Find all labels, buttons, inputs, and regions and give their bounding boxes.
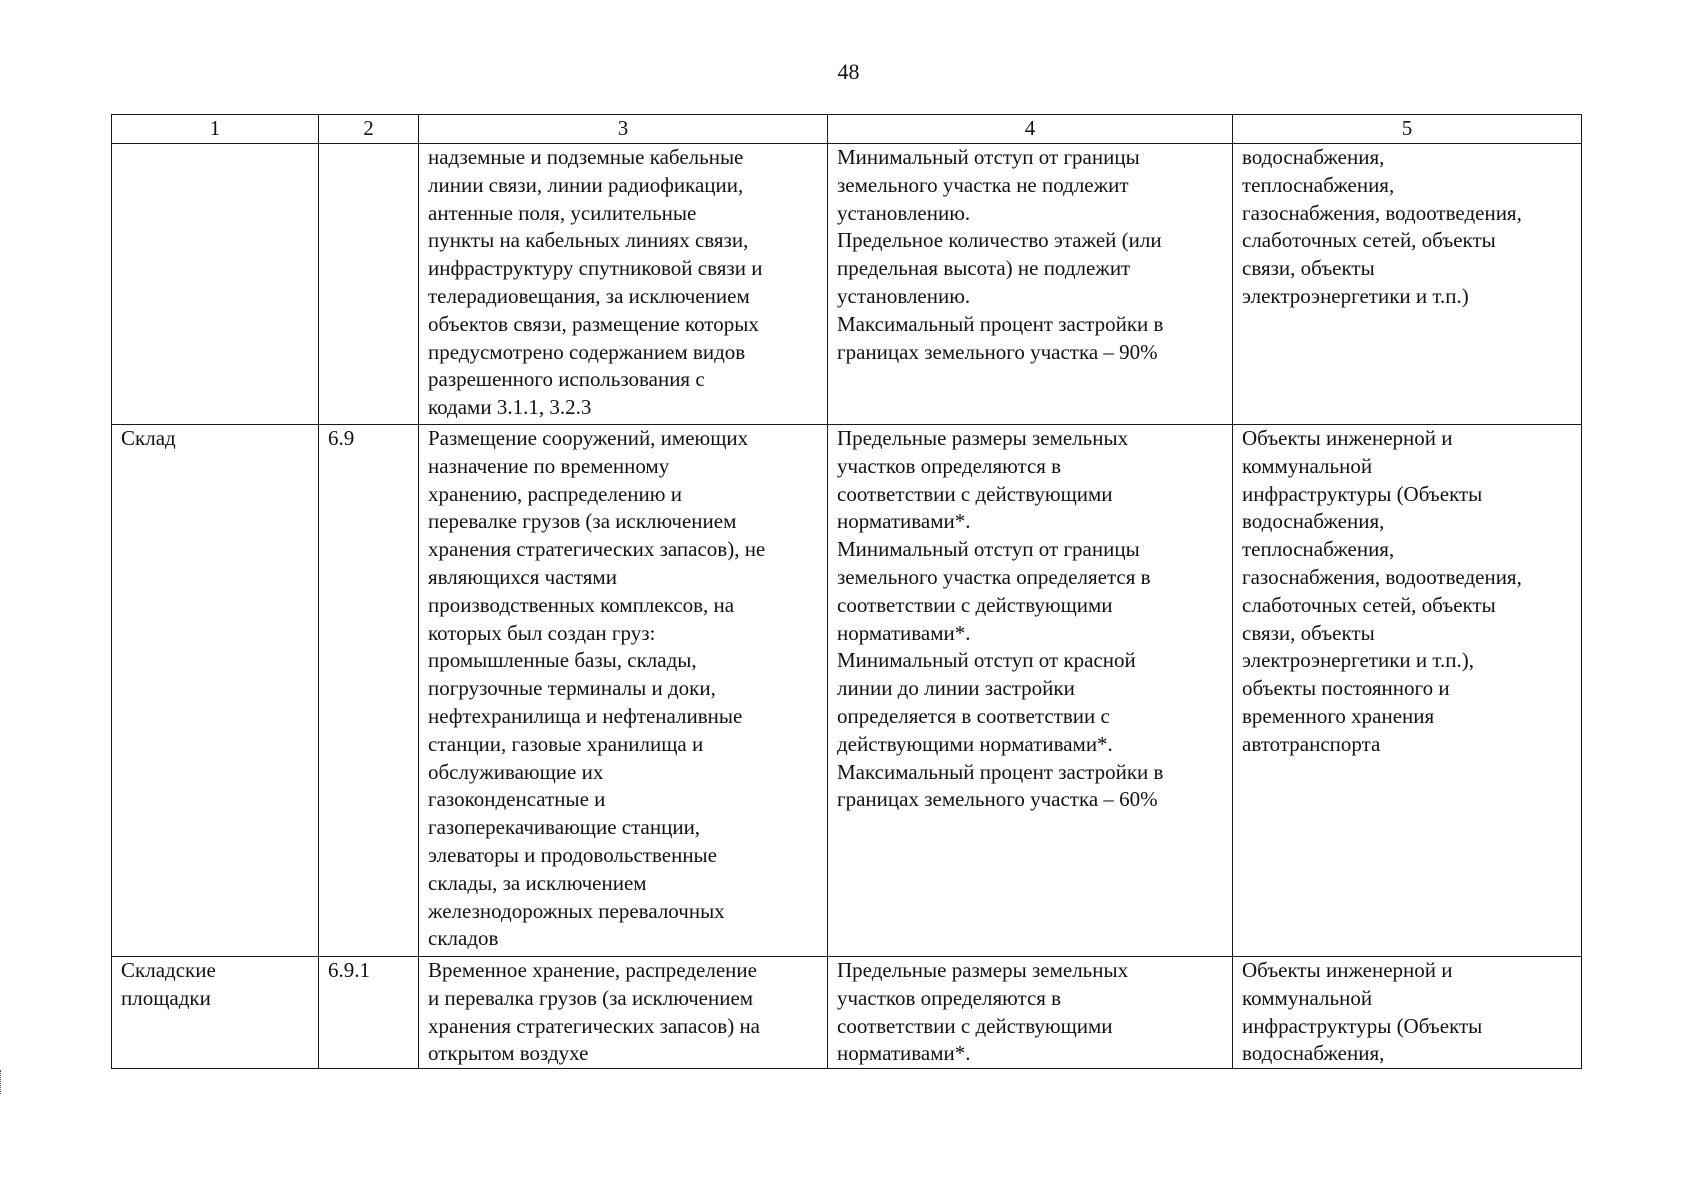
- use-objects-cell: Объекты инженерной и коммунальной инфраструктуры (Объекты водоснабжения,: [1233, 957, 1582, 1069]
- land-use-table: [111, 114, 1582, 1069]
- column-header-4: 4: [828, 115, 1233, 144]
- page-number: 48: [837, 59, 860, 84]
- use-objects-cell: Объекты инженерной и коммунальной инфраструктуры (Объекты водоснабжения, теплоснабжения, газоснабжения, водоотведения, слаботочных сетей, объекты связи, объекты электроэнергетики и т.п.), объекты постоянного и временного хранения автотранспорта: [1233, 425, 1582, 957]
- column-header-3: 3: [419, 115, 828, 144]
- use-parameters-cell: Предельные размеры земельных участков определяются в соответствии с действующими нормативами*. Минимальный отступ от границы земельного участка определяется в соответствии с действующими нормативами*. Минимальный отступ от красной линии до линии застройки определяется в соответствии с действующими нормативами*. Максимальный процент застройки в границах земельного участка – 60%: [828, 425, 1233, 957]
- column-header-1: 1: [112, 115, 319, 144]
- use-objects-cell: водоснабжения, теплоснабжения, газоснабжения, водоотведения, слаботочных сетей, объекты связи, объекты электроэнергетики и т.п.): [1233, 144, 1582, 425]
- use-parameters-cell: Минимальный отступ от границы земельного участка не подлежит установлению. Предельное количество этажей (или предельная высота) не подлежит установлению. Максимальный процент застройки в границах земельного участка – 90%: [828, 144, 1233, 425]
- table-row: [112, 957, 1582, 1069]
- table-header-row: [112, 115, 1582, 144]
- column-header-2: 2: [319, 115, 419, 144]
- table-row: [112, 425, 1582, 957]
- use-code-cell: 6.9: [319, 425, 419, 957]
- use-name-cell: Склад: [112, 425, 319, 957]
- use-description-cell: надземные и подземные кабельные линии связи, линии радиофикации, антенные поля, усилительные пункты на кабельных линиях связи, инфраструктуру спутниковой связи и телерадиовещания, за исключением объектов связи, размещение которых предусмотрено содержанием видов разрешенного использования с кодами 3.1.1, 3.2.3: [419, 144, 828, 425]
- use-code-cell: 6.9.1: [319, 957, 419, 1069]
- use-description-cell: Временное хранение, распределение и перевалка грузов (за исключением хранения стратегических запасов) на открытом воздухе: [419, 957, 828, 1069]
- use-name-cell: Складские площадки: [112, 957, 319, 1069]
- use-description-cell: Размещение сооружений, имеющих назначение по временному хранению, распределению и перевалке грузов (за исключением хранения стратегических запасов), не являющихся частями производственных комплексов, на которых был создан груз: промышленные базы, склады, погрузочные терминалы и доки, нефтехранилища и нефтеналивные станции, газовые хранилища и обслуживающие их газоконденсатные и газоперекачивающие станции, элеваторы и продовольственные склады, за исключением железнодорожных перевалочных складов: [419, 425, 828, 957]
- table-row: [112, 144, 1582, 425]
- scan-margin-marks: [0, 1070, 5, 1094]
- use-name-cell: [112, 144, 319, 425]
- use-parameters-cell: Предельные размеры земельных участков определяются в соответствии с действующими нормативами*.: [828, 957, 1233, 1069]
- column-header-5: 5: [1233, 115, 1582, 144]
- use-code-cell: [319, 144, 419, 425]
